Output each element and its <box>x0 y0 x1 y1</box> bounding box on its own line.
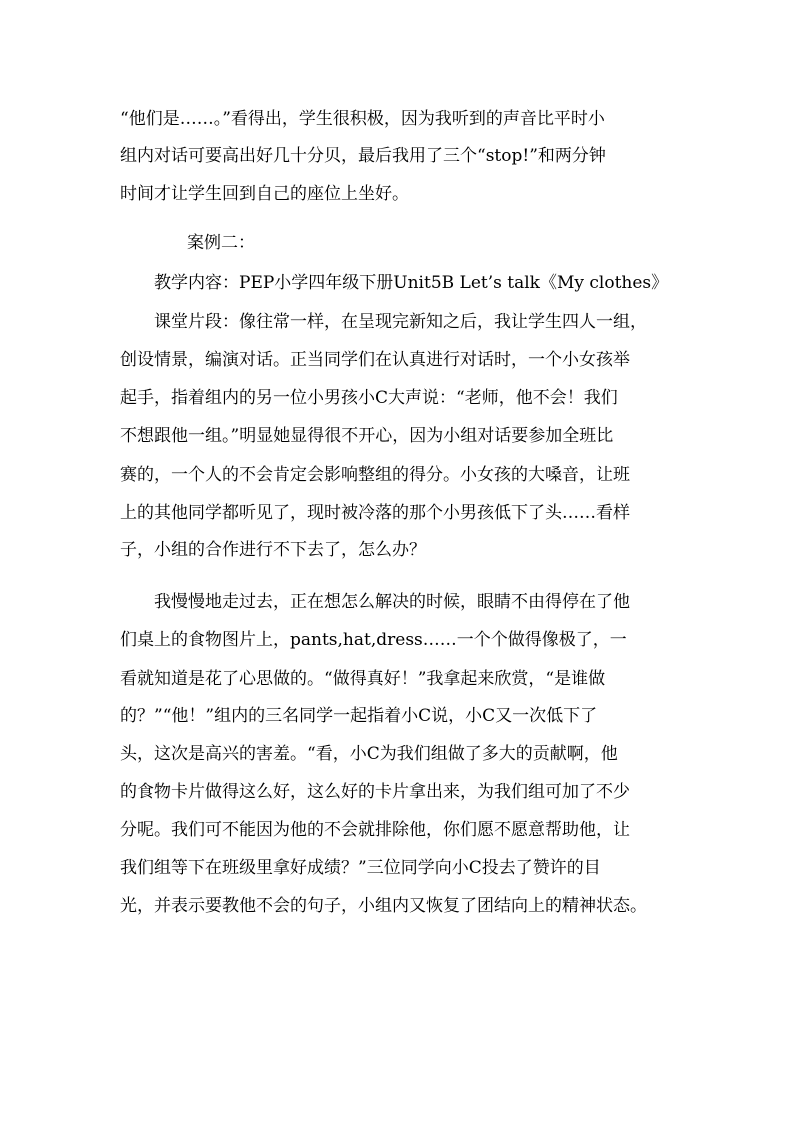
section-heading: 案例二： <box>187 233 255 253</box>
text-line: 头，这次是高兴的害羞。“看，小C为我们组做了多大的贡献啊，他 <box>120 744 618 764</box>
text-line: 的？”“他！”组内的三名同学一起指着小C说，小C又一次低下了 <box>120 706 598 726</box>
text-line: 分呢。我们可不能因为他的不会就排除他，你们愿不愿意帮助他，让 <box>120 820 630 840</box>
text-line: 的食物卡片做得这么好，这么好的卡片拿出来，为我们组可加了不少 <box>120 782 630 802</box>
text-line: 起手，指着组内的另一位小男孩小C大声说：“老师，他不会！我们 <box>120 388 618 408</box>
text-line: 创设情景，编演对话。正当同学们在认真进行对话时，一个小女孩举 <box>120 350 630 370</box>
text-line: 我慢慢地走过去，正在想怎么解决的时候，眼睛不由得停在了他 <box>154 592 630 612</box>
text-line: 时间才让学生回到自己的座位上坐好。 <box>120 184 409 204</box>
text-line: 不想跟他一组。”明显她显得很不开心，因为小组对话要参加全班比 <box>120 426 614 446</box>
text-line: 我们组等下在班级里拿好成绩？”三位同学向小C投去了赞许的目 <box>120 858 601 878</box>
text-line: 们桌上的食物图片上，pants,hat,dress……一个个做得像极了，一 <box>120 630 627 650</box>
text-line: 教学内容：PEP小学四年级下册Unit5B Let’s talk《My clothes》 <box>154 273 669 293</box>
text-line: 子，小组的合作进行不下去了，怎么办？ <box>120 540 426 560</box>
text-line: 赛的，一个人的不会肯定会影响整组的得分。小女孩的大嗓音，让班 <box>120 465 630 485</box>
text-line: 上的其他同学都听见了，现时被冷落的那个小男孩低下了头……看样 <box>120 503 630 523</box>
text-line: “他们是……。”看得出，学生很积极，因为我听到的声音比平时小 <box>120 109 605 129</box>
text-line: 课堂片段：像往常一样，在呈现完新知之后，我让学生四人一组， <box>154 312 647 332</box>
text-line: 光，并表示要教他不会的句子，小组内又恢复了团结向上的精神状态。 <box>120 896 647 916</box>
text-line: 组内对话可要高出好几十分贝，最后我用了三个“stop!”和两分钟 <box>120 146 606 166</box>
text-line: 看就知道是花了心思做的。“做得真好！”我拿起来欣赏，“是谁做 <box>120 669 606 689</box>
